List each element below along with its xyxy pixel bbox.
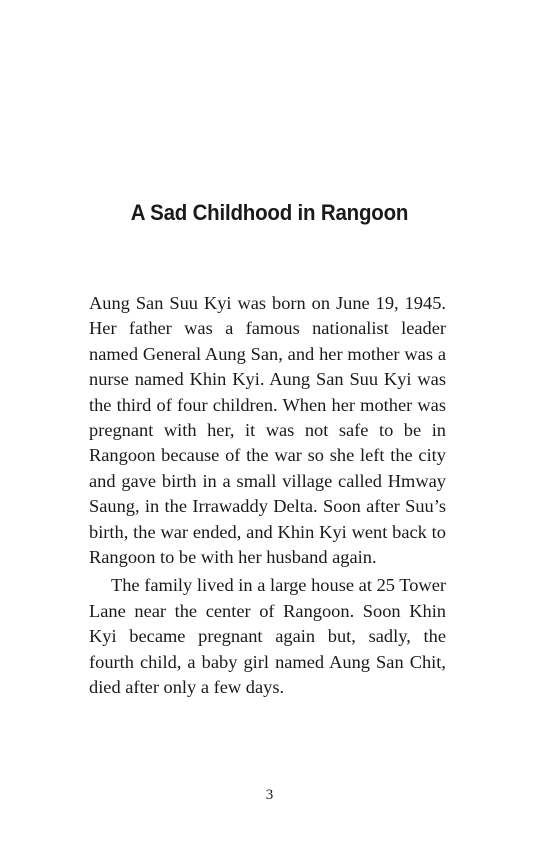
paragraph: The family lived in a large house at 25 Tower Lane near the center of Rangoon. Soon Khin Kyi became pregnant again but, sadly, the fourth child, a baby girl named Aung San Chit, died after only a few days. (89, 575, 446, 698)
chapter-title: A Sad Childhood in Rangoon (130, 200, 409, 225)
paragraph: Aung San Suu Kyi was born on June 19, 1945. Her father was a famous nationalist leader named General Aung San, and her mother was a nurse named Khin Kyi. Aung San Suu Kyi was the third of four children. When her mother was pregnant with her, it was not safe to be in Rangoon because of the war so she left the city and gave birth in a small village called Hmway Saung, in the Irrawaddy Delta. Soon after Suu’s birth, the war ended, and Khin Kyi went back to Rangoon to be with her husband again. (89, 293, 446, 568)
page-number: 3 (265, 787, 274, 803)
chapter-body (89, 291, 446, 701)
